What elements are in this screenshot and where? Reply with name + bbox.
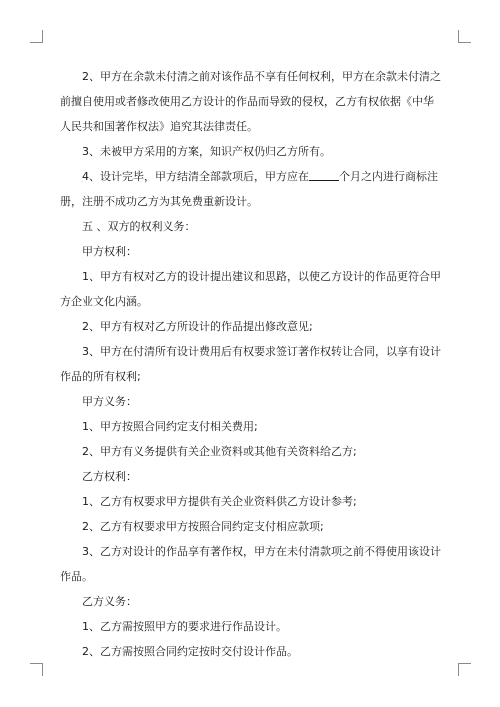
paragraph: 1、甲方按照合同约定支付相关费用; [82, 420, 258, 433]
paragraph: 3、甲方在付清所有设计费用后有权要求签订著作权转让合同，以享有设计作品的所有权利; [60, 345, 441, 383]
paragraph: 1、甲方有权对乙方的设计提出建议和思路，以使乙方设计的作品更符合甲方企业文化内涵。 [60, 270, 441, 308]
subheading: 甲方义务： [82, 395, 137, 408]
subheading: 乙方义务： [82, 595, 137, 608]
crop-mark-top-right [458, 30, 471, 43]
document-body [60, 64, 444, 664]
paragraph: 2、甲方在余款未付清之前对该作品不享有任何权利，甲方在余款未付清之前擅自使用或者修改使用乙方设计的作品而导致的侵权，乙方有权依据《中华人民共和国著作权法》追究其法律责任。 [60, 70, 441, 133]
section-heading: 五 、双方的权利义务： [82, 220, 196, 233]
paragraph-with-blank [60, 164, 444, 214]
paragraph: 1、乙方需按照甲方的要求进行作品设计。 [82, 620, 287, 633]
crop-mark-bottom-left [30, 663, 43, 676]
subheading: 甲方权利： [82, 245, 137, 258]
paragraph: 2、乙方需按照合同约定按时交付设计作品。 [82, 645, 298, 658]
paragraph-text-after-blank: 个月之内进行商标注册，注册不成功乙方为其免费重新设计。 [60, 170, 438, 208]
paragraph: 2、乙方有权要求甲方按照合同约定支付相应款项; [82, 520, 324, 533]
subheading: 乙方权利： [82, 470, 137, 483]
paragraph: 3、乙方对设计的作品享有著作权，甲方在未付清款项之前不得使用该设计作品。 [60, 545, 441, 583]
paragraph: 2、甲方有义务提供有关企业资料或其他有关资料给乙方; [82, 445, 357, 458]
crop-mark-bottom-right [458, 663, 471, 676]
paragraph: 2、甲方有权对乙方所设计的作品提出修改意见; [82, 320, 313, 333]
crop-mark-top-left [30, 30, 43, 43]
paragraph: 1、乙方有权要求甲方提供有关企业资料供乙方设计参考; [82, 495, 357, 508]
fill-in-blank [309, 169, 339, 181]
paragraph: 3、未被甲方采用的方案，知识产权仍归乙方所有。 [82, 145, 331, 158]
paragraph-text-before-blank: 4、设计完毕，甲方结清全部款项后，甲方应在 [82, 170, 309, 183]
